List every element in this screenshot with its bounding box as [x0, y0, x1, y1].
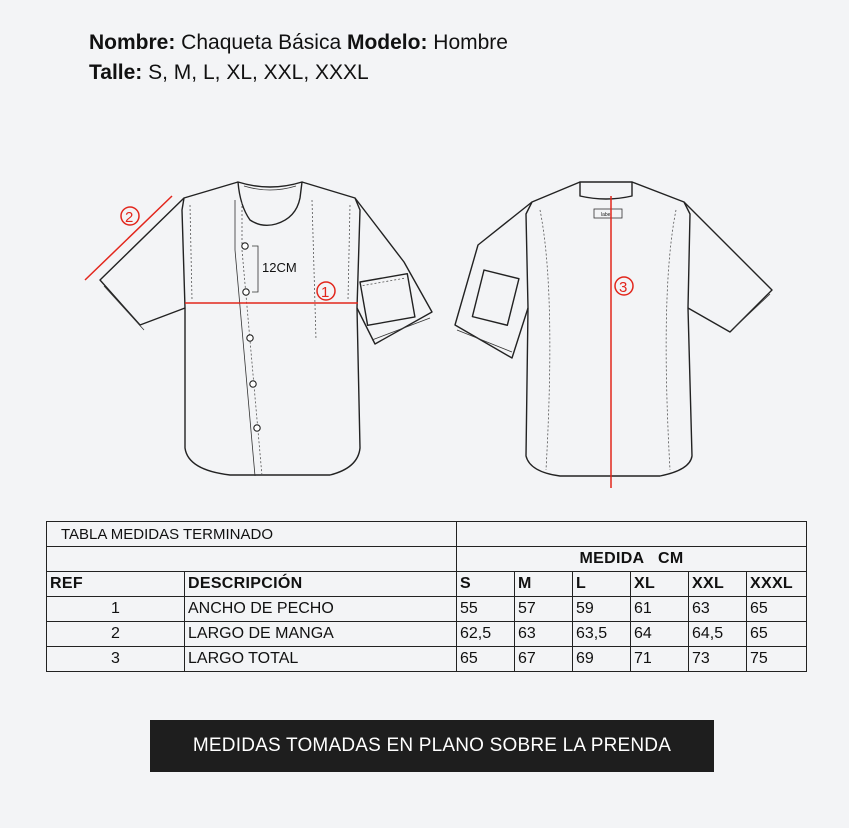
value-cell: 67	[515, 647, 573, 672]
value-cell: 55	[457, 597, 515, 622]
value-cell: 63,5	[573, 622, 631, 647]
jacket-technical-drawing	[0, 160, 849, 500]
front-left-sleeve	[100, 198, 185, 325]
value-cell: 65	[747, 622, 807, 647]
talle-value: S, M, L, XL, XXL, XXXL	[142, 61, 369, 84]
size-header: XXL	[689, 572, 747, 597]
nombre-label: Nombre:	[89, 31, 176, 54]
value-cell: 75	[747, 647, 807, 672]
talle-label: Talle:	[89, 61, 143, 84]
back-sleeve-pocket	[472, 270, 519, 325]
front-view	[85, 182, 432, 476]
size-header: S	[457, 572, 515, 597]
nombre-value: Chaqueta Básica	[175, 31, 347, 54]
table-row	[47, 597, 807, 622]
table-unit-row	[47, 547, 807, 572]
value-cell: 69	[573, 647, 631, 672]
button	[247, 335, 253, 341]
unit-header: MEDIDA CM	[457, 547, 807, 572]
spec-header	[89, 28, 508, 88]
button	[254, 425, 260, 431]
tag-text: label	[601, 212, 612, 218]
size-header: L	[573, 572, 631, 597]
modelo-label: Modelo:	[346, 31, 428, 54]
value-cell: 63	[689, 597, 747, 622]
button	[243, 289, 249, 295]
value-cell: 59	[573, 597, 631, 622]
table-header-row	[47, 572, 807, 597]
back-collar	[580, 182, 632, 199]
ref-cell: 3	[47, 647, 185, 672]
size-header: XXXL	[747, 572, 807, 597]
back-right-sleeve	[684, 202, 772, 332]
desc-cell: ANCHO DE PECHO	[185, 597, 457, 622]
value-cell: 64,5	[689, 622, 747, 647]
desc-cell: LARGO TOTAL	[185, 647, 457, 672]
size-header: XL	[631, 572, 689, 597]
dimension-label: 12CM	[262, 260, 297, 275]
footer-banner	[150, 720, 714, 772]
callout-2-label: 2	[125, 209, 134, 226]
value-cell: 65	[747, 597, 807, 622]
value-cell: 65	[457, 647, 515, 672]
value-cell: 71	[631, 647, 689, 672]
value-cell: 73	[689, 647, 747, 672]
button	[250, 381, 256, 387]
table-title: TABLA MEDIDAS TERMINADO	[47, 522, 457, 547]
ref-cell: 2	[47, 622, 185, 647]
measurement-table	[46, 521, 807, 672]
modelo-value: Hombre	[427, 31, 508, 54]
desc-cell: LARGO DE MANGA	[185, 622, 457, 647]
callout-1-label: 1	[321, 284, 330, 301]
table-title-row	[47, 522, 807, 547]
value-cell: 64	[631, 622, 689, 647]
callout-3-label: 3	[619, 279, 628, 296]
ref-cell: 1	[47, 597, 185, 622]
button	[242, 243, 248, 249]
size-line	[89, 58, 508, 88]
size-header: M	[515, 572, 573, 597]
name-line	[89, 28, 508, 58]
ref-header: REF	[47, 572, 185, 597]
desc-header: DESCRIPCIÓN	[185, 572, 457, 597]
back-view	[455, 182, 772, 488]
table-row	[47, 622, 807, 647]
front-body-outline	[182, 182, 360, 475]
value-cell: 61	[631, 597, 689, 622]
back-body-outline	[526, 182, 692, 476]
banner-text: MEDIDAS TOMADAS EN PLANO SOBRE LA PRENDA	[192, 735, 672, 756]
value-cell: 57	[515, 597, 573, 622]
value-cell: 63	[515, 622, 573, 647]
value-cell: 62,5	[457, 622, 515, 647]
table-row	[47, 647, 807, 672]
back-left-sleeve	[455, 202, 532, 358]
front-collar	[238, 182, 302, 225]
